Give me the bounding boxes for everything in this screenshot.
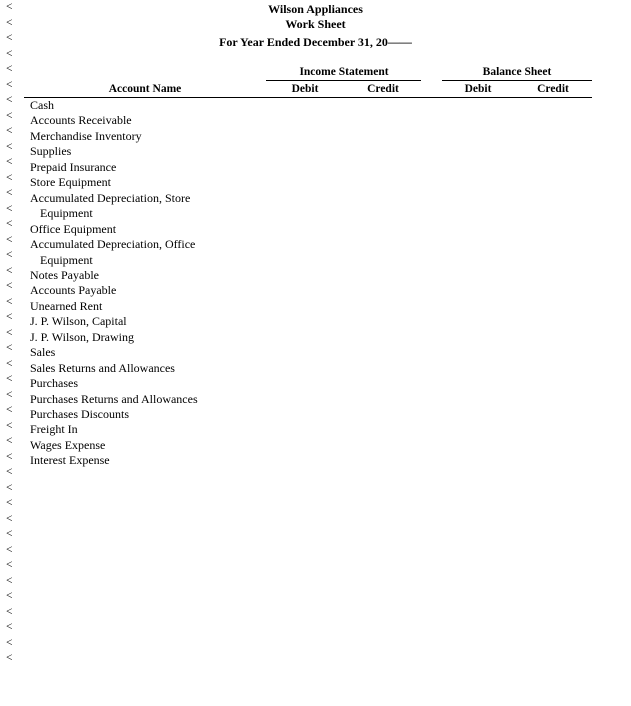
income-credit-header: Credit [367, 83, 399, 95]
margin-marker: < [6, 233, 13, 246]
margin-marker: < [6, 264, 13, 277]
margin-marker: < [6, 419, 13, 432]
account-row: Purchases Discounts [30, 407, 129, 421]
account-row: Notes Payable [30, 267, 99, 282]
account-row: Cash [30, 98, 54, 112]
margin-marker: < [6, 94, 13, 106]
margin-marker: < [6, 497, 13, 509]
account-row: Merchandise Inventory [30, 128, 142, 143]
margin-marker: < [6, 109, 13, 122]
margin-marker: < [6, 652, 13, 664]
margin-marker: < [6, 202, 13, 215]
margin-marker: < [6, 125, 13, 137]
company-name: Wilson Appliances [268, 2, 363, 16]
sheet-period: For Year Ended December 31, 20—— [219, 35, 412, 49]
margin-marker: < [6, 171, 13, 184]
margin-marker: < [6, 636, 13, 649]
margin-marker: < [6, 466, 13, 478]
margin-marker: < [6, 373, 13, 385]
margin-marker: < [6, 187, 13, 199]
margin-marker: < [6, 16, 13, 29]
margin-marker: < [6, 47, 13, 60]
margin-marker: < [6, 280, 13, 292]
margin-marker: < [6, 218, 13, 230]
account-row: Unearned Rent [30, 298, 103, 313]
balance-debit-header: Debit [464, 83, 492, 95]
sheet-title: Work Sheet [285, 17, 346, 31]
income-debit-header: Debit [291, 83, 319, 95]
margin-marker: < [6, 140, 13, 153]
header-rule [24, 97, 592, 98]
margin-marker: < [6, 559, 13, 571]
margin-marker: < [6, 32, 13, 44]
account-row: Accumulated Depreciation, Store [30, 190, 191, 205]
account-row: J. P. Wilson, Drawing [30, 329, 134, 344]
account-row: Accumulated Depreciation, Office [30, 237, 196, 252]
account-row: J. P. Wilson, Capital [30, 314, 127, 329]
account-row: Purchases [30, 376, 78, 391]
margin-marker: < [6, 78, 13, 91]
account-row: Purchases Returns and Allowances [30, 391, 198, 406]
margin-marker: < [6, 543, 13, 556]
account-row: Wages Expense [30, 437, 106, 452]
margin-marker: < [6, 326, 13, 339]
account-row: Sales [30, 345, 56, 360]
account-row: Supplies [30, 144, 72, 159]
margin-marker: < [6, 605, 13, 618]
margin-marker: < [6, 295, 13, 308]
account-name-header: Account Name [108, 83, 182, 95]
account-row: Accounts Payable [30, 283, 117, 298]
account-row: Freight In [30, 422, 78, 437]
margin-marker: < [6, 404, 13, 416]
balance-sheet-heading: Balance Sheet [482, 66, 552, 78]
account-row: Prepaid Insurance [30, 159, 117, 174]
account-row: Sales Returns and Allowances [30, 360, 175, 375]
account-row: Equipment [40, 252, 93, 267]
account-row: Accounts Receivable [30, 113, 132, 128]
margin-marker: < [6, 342, 13, 354]
account-row: Interest Expense [30, 453, 110, 468]
income-statement-rule [266, 80, 421, 81]
margin-marker: < [6, 528, 13, 540]
account-row: Office Equipment [30, 221, 117, 236]
margin-marker: < [6, 249, 13, 261]
margin-marker: < [6, 357, 13, 370]
margin-marker: < [6, 574, 13, 587]
margin-marker: < [6, 1, 13, 13]
margin-marker: < [6, 311, 13, 323]
margin-marker: < [6, 450, 13, 463]
margin-marker: < [6, 621, 13, 633]
balance-credit-header: Credit [537, 83, 569, 95]
balance-sheet-rule [442, 80, 592, 81]
margin-marker: < [6, 388, 13, 401]
margin-marker: < [6, 63, 13, 75]
margin-marker: < [6, 435, 13, 447]
account-row: Store Equipment [30, 175, 111, 190]
margin-marker: < [6, 156, 13, 168]
margin-marker: < [6, 590, 13, 602]
income-statement-heading: Income Statement [299, 66, 389, 78]
account-row: Equipment [40, 206, 93, 221]
margin-marker: < [6, 512, 13, 525]
margin-marker: < [6, 481, 13, 494]
